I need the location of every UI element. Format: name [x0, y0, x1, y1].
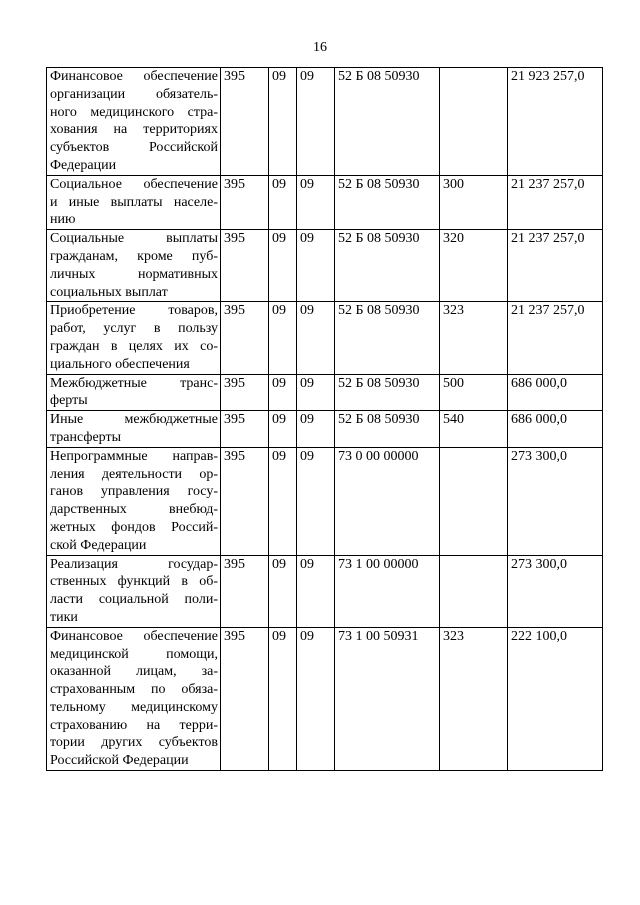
- expense-type-cell: 540: [440, 411, 508, 448]
- ministry-code-cell: 395: [221, 302, 269, 374]
- amount-cell: 21 923 257,0: [508, 68, 603, 176]
- amount-cell: 273 300,0: [508, 555, 603, 627]
- ministry-code-cell: 395: [221, 627, 269, 770]
- subsection-code-cell: 09: [297, 411, 335, 448]
- item-name-cell: [47, 302, 221, 374]
- item-name-cell: [47, 447, 221, 555]
- item-name-line: граждан в целях их со-: [50, 338, 218, 354]
- item-name-line: Непрограммные направ-: [50, 448, 218, 464]
- subsection-code-cell: 09: [297, 627, 335, 770]
- item-name-line: Реализация государ-: [50, 556, 218, 572]
- amount-cell: 273 300,0: [508, 447, 603, 555]
- item-name-line: личных нормативных: [50, 266, 218, 282]
- table-row: [47, 555, 603, 627]
- subsection-code-cell: 09: [297, 555, 335, 627]
- ministry-code-cell: 395: [221, 230, 269, 302]
- target-article-cell: 73 0 00 00000: [335, 447, 440, 555]
- subsection-code-cell: 09: [297, 230, 335, 302]
- table-row: [47, 302, 603, 374]
- ministry-code-cell: 395: [221, 175, 269, 229]
- section-code-cell: 09: [269, 447, 297, 555]
- item-name-line: Федерации: [50, 157, 117, 173]
- item-name-line: медицинской помощи,: [50, 646, 218, 662]
- item-name-line: хования на территориях: [50, 122, 218, 138]
- item-name-line: социальных выплат: [50, 284, 168, 300]
- ministry-code-cell: 395: [221, 447, 269, 555]
- amount-cell: 686 000,0: [508, 411, 603, 448]
- amount-cell: 21 237 257,0: [508, 175, 603, 229]
- item-name-line: нию: [50, 212, 76, 228]
- target-article-cell: 52 Б 08 50930: [335, 230, 440, 302]
- target-article-cell: 52 Б 08 50930: [335, 68, 440, 176]
- ministry-code-cell: 395: [221, 411, 269, 448]
- ministry-code-cell: 395: [221, 555, 269, 627]
- item-name-cell: [47, 555, 221, 627]
- item-name-cell: [47, 68, 221, 176]
- item-name-line: ления деятельности ор-: [50, 466, 218, 482]
- section-code-cell: 09: [269, 68, 297, 176]
- item-name-line: тики: [50, 609, 78, 625]
- section-code-cell: 09: [269, 230, 297, 302]
- item-name-line: и иные выплаты населе-: [50, 194, 218, 210]
- item-name-cell: [47, 374, 221, 411]
- item-name-line: циального обеспечения: [50, 356, 190, 372]
- item-name-line: жетных фондов Россий-: [50, 519, 218, 535]
- subsection-code-cell: 09: [297, 447, 335, 555]
- budget-table: [46, 67, 603, 771]
- item-name-line: Социальные выплаты: [50, 231, 218, 247]
- table-row: [47, 230, 603, 302]
- item-name-line: ферты: [50, 393, 88, 409]
- subsection-code-cell: 09: [297, 175, 335, 229]
- expense-type-cell: 300: [440, 175, 508, 229]
- item-name-line: тельному медицинскому: [50, 699, 218, 715]
- subsection-code-cell: 09: [297, 68, 335, 176]
- amount-cell: 21 237 257,0: [508, 230, 603, 302]
- amount-cell: 222 100,0: [508, 627, 603, 770]
- expense-type-cell: 323: [440, 302, 508, 374]
- table-row: [47, 627, 603, 770]
- amount-cell: 21 237 257,0: [508, 302, 603, 374]
- table-row: [47, 411, 603, 448]
- item-name-line: субъектов Российской: [50, 140, 218, 156]
- ministry-code-cell: 395: [221, 68, 269, 176]
- table-body: [47, 68, 603, 771]
- target-article-cell: 52 Б 08 50930: [335, 411, 440, 448]
- target-article-cell: 73 1 00 50931: [335, 627, 440, 770]
- item-name-line: страхованным по обяза-: [50, 682, 218, 698]
- item-name-line: ской Федерации: [50, 537, 147, 553]
- item-name-line: трансферты: [50, 429, 122, 445]
- item-name-line: работ, услуг в пользу: [50, 321, 218, 337]
- item-name-line: ганов управления госу-: [50, 484, 218, 500]
- ministry-code-cell: 395: [221, 374, 269, 411]
- item-name-line: Приобретение товаров,: [50, 303, 218, 319]
- subsection-code-cell: 09: [297, 302, 335, 374]
- item-name-cell: [47, 411, 221, 448]
- item-name-line: ственных функций в об-: [50, 574, 218, 590]
- target-article-cell: 52 Б 08 50930: [335, 175, 440, 229]
- item-name-line: гражданам, кроме пуб-: [50, 248, 218, 264]
- table-row: [47, 374, 603, 411]
- expense-type-cell: [440, 68, 508, 176]
- item-name-line: Финансовое обеспечение: [50, 69, 218, 84]
- item-name-line: Межбюджетные транс-: [50, 375, 218, 391]
- table-row: [47, 68, 603, 176]
- subsection-code-cell: 09: [297, 374, 335, 411]
- target-article-cell: 52 Б 08 50930: [335, 302, 440, 374]
- item-name-line: Финансовое обеспечение: [50, 628, 218, 644]
- page-number: 16: [313, 40, 327, 55]
- section-code-cell: 09: [269, 175, 297, 229]
- item-name-line: организации обязатель-: [50, 86, 218, 102]
- item-name-line: Иные межбюджетные: [50, 412, 218, 428]
- section-code-cell: 09: [269, 374, 297, 411]
- item-name-line: дарственных внебюд-: [50, 502, 218, 518]
- item-name-cell: [47, 230, 221, 302]
- table-row: [47, 175, 603, 229]
- section-code-cell: 09: [269, 302, 297, 374]
- target-article-cell: 73 1 00 00000: [335, 555, 440, 627]
- item-name-cell: [47, 175, 221, 229]
- item-name-line: ласти социальной поли-: [50, 592, 218, 608]
- section-code-cell: 09: [269, 411, 297, 448]
- expense-type-cell: 320: [440, 230, 508, 302]
- item-name-line: тории других субъектов: [50, 735, 218, 751]
- target-article-cell: 52 Б 08 50930: [335, 374, 440, 411]
- table-row: [47, 447, 603, 555]
- item-name-line: Российской Федерации: [50, 753, 189, 769]
- expense-type-cell: [440, 555, 508, 627]
- item-name-line: ного медицинского стра-: [50, 104, 218, 120]
- item-name-line: Социальное обеспечение: [50, 176, 218, 192]
- amount-cell: 686 000,0: [508, 374, 603, 411]
- item-name-line: страхованию на терри-: [50, 717, 218, 733]
- expense-type-cell: [440, 447, 508, 555]
- item-name-line: оказанной лицам, за-: [50, 664, 218, 680]
- expense-type-cell: 323: [440, 627, 508, 770]
- item-name-cell: [47, 627, 221, 770]
- section-code-cell: 09: [269, 627, 297, 770]
- section-code-cell: 09: [269, 555, 297, 627]
- expense-type-cell: 500: [440, 374, 508, 411]
